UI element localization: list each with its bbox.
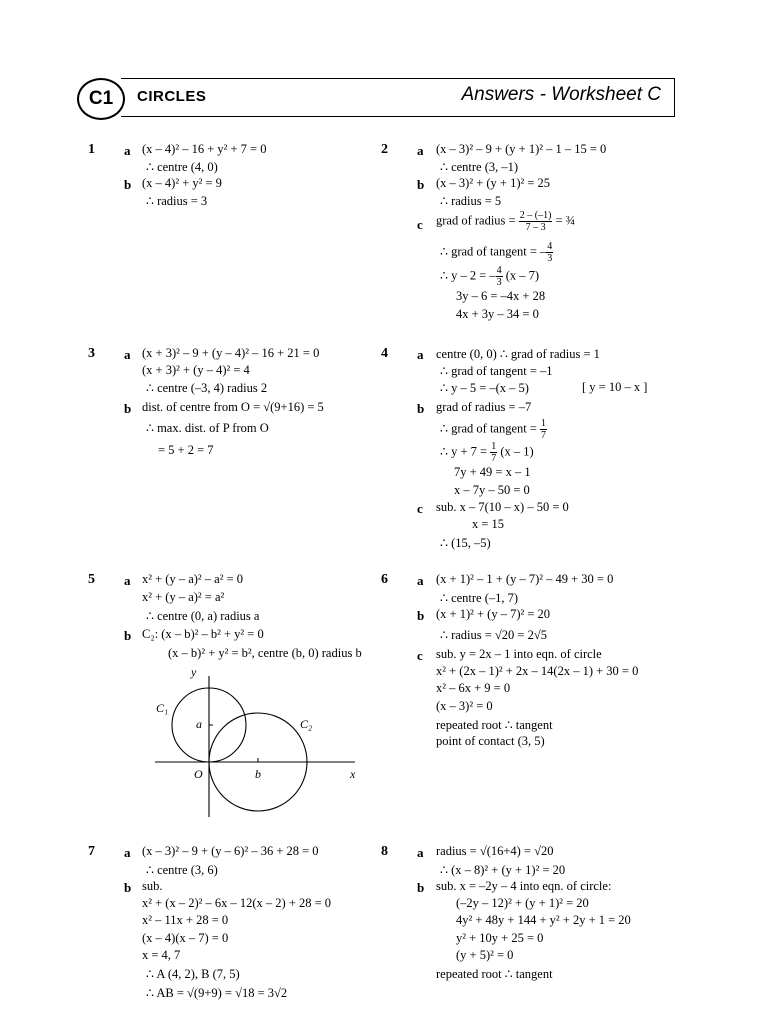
part-label: b <box>124 628 132 643</box>
answer-line: ∴ radius = 3 <box>146 194 208 208</box>
answer-line: (x – 3)² – 9 + (y + 1)² – 1 – 15 = 0 <box>436 142 607 156</box>
answer-line: x = 15 <box>472 517 505 531</box>
part-label: b <box>417 177 425 192</box>
answer-line: sub. x = –2y – 4 into eqn. of circle: <box>436 879 612 893</box>
answer-line: (x – 3)² – 9 + (y – 6)² – 36 + 28 = 0 <box>142 844 319 858</box>
question-number: 2 <box>381 142 388 157</box>
part-label: c <box>417 648 423 663</box>
label-a: a <box>196 717 202 731</box>
answer-line: (x + 3)² + (y – 4)² = 4 <box>142 363 250 377</box>
question-number: 4 <box>381 346 388 361</box>
part-label: c <box>417 501 423 516</box>
label-c1: C₁ <box>156 701 169 715</box>
part-label: b <box>124 401 132 416</box>
part-label: b <box>417 880 425 895</box>
answer-line: x = 4, 7 <box>142 948 181 962</box>
answer-line: grad of radius = $\frac{2 - (-1)}{7 - 3}$ = ¾ <box>436 210 576 233</box>
answer-line: point of contact (3, 5) <box>436 734 545 748</box>
answer-line: ∴ centre (4, 0) <box>146 160 218 174</box>
part-label: b <box>124 177 132 192</box>
answer-line: 4x + 3y – 34 = 0 <box>456 307 539 321</box>
answer-line: sub. <box>142 879 163 893</box>
part-label: a <box>417 347 424 362</box>
answer-line: grad of radius = –7 <box>436 400 532 414</box>
answer-line: 4y² + 48y + 144 + y² + 2y + 1 = 20 <box>456 913 631 927</box>
answer-line: ∴ y + 7 = $\frac{1}{7}$ (x – 1) <box>440 441 534 464</box>
answer-line: ∴ centre (3, 6) <box>146 863 218 877</box>
label-b: b <box>255 767 261 781</box>
answer-line: (–2y – 12)² + (y + 1)² = 20 <box>456 896 589 910</box>
answer-line: ∴ grad of tangent = –1 <box>440 364 553 378</box>
origin-label: O <box>194 767 203 781</box>
header-top-rule <box>121 78 675 79</box>
answer-line: ∴ radius = 5 <box>440 194 502 208</box>
answer-line: (x – b)² + y² = b², centre (b, 0) radius b <box>168 646 362 660</box>
answer-line: ∴ max. dist. of P from O <box>146 421 269 435</box>
answer-line: ∴ grad of tangent = $\frac{1}{7}$ <box>440 418 547 441</box>
part-label: b <box>417 401 425 416</box>
answer-line: 3y – 6 = –4x + 28 <box>456 289 546 303</box>
question-number: 3 <box>88 346 95 361</box>
answer-line: (y + 5)² = 0 <box>456 948 514 962</box>
x-axis-label: x <box>350 767 356 781</box>
part-label: b <box>124 880 132 895</box>
answer-line: (x + 1)² + (y – 7)² = 20 <box>436 607 551 621</box>
answer-line: [ y = 10 – x ] <box>582 380 648 394</box>
part-label: a <box>124 347 131 362</box>
question-number: 6 <box>381 572 388 587</box>
answer-line: x² + (y – a)² – a² = 0 <box>142 572 244 586</box>
answer-line: ∴ AB = √(9+9) = √18 = 3√2 <box>146 986 288 1000</box>
answer-line: centre (0, 0) ∴ grad of radius = 1 <box>436 347 600 361</box>
answer-line: ∴ radius = √20 = 2√5 <box>440 628 547 642</box>
answer-line: ∴ y – 2 = – $\frac{4}{3}$ (x – 7) <box>440 265 540 288</box>
part-label: a <box>417 845 424 860</box>
header-bottom-rule <box>121 116 675 117</box>
question-number: 1 <box>88 142 95 157</box>
part-label: a <box>417 143 424 158</box>
answer-line: ∴ A (4, 2), B (7, 5) <box>146 967 240 981</box>
answer-line: dist. of centre from O = √(9+16) = 5 <box>142 400 324 414</box>
answer-line: ∴ centre (–3, 4) radius 2 <box>146 381 268 395</box>
answer-line: sub. y = 2x – 1 into eqn. of circle <box>436 647 602 661</box>
answer-line: (x – 4)² + y² = 9 <box>142 176 222 190</box>
answer-line: x² + (x – 2)² – 6x – 12(x – 2) + 28 = 0 <box>142 896 332 910</box>
answer-line: radius = √(16+4) = √20 <box>436 844 554 858</box>
question-number: 7 <box>88 844 95 859</box>
answer-line: (x – 3)² = 0 <box>436 699 493 713</box>
answer-line: ∴ centre (–1, 7) <box>440 591 519 605</box>
answer-line: ∴ (x – 8)² + (y + 1)² = 20 <box>440 863 566 877</box>
answer-line: (x – 4)² – 16 + y² + 7 = 0 <box>142 142 267 156</box>
answer-line: (x + 3)² – 9 + (y – 4)² – 16 + 21 = 0 <box>142 346 320 360</box>
chapter-badge: C1 <box>77 78 125 120</box>
answer-line: ∴ centre (0, a) radius a <box>146 609 260 623</box>
answer-line: ∴ (15, –5) <box>440 536 491 550</box>
answer-line: (x + 1)² – 1 + (y – 7)² – 49 + 30 = 0 <box>436 572 614 586</box>
answer-line: x² + (y – a)² = a² <box>142 590 225 604</box>
worksheet-header <box>77 78 677 118</box>
question-number: 5 <box>88 572 95 587</box>
part-label: a <box>124 143 131 158</box>
answer-line: C₂: (x – b)² – b² + y² = 0 <box>142 627 264 641</box>
answer-line: x² – 6x + 9 = 0 <box>436 681 511 695</box>
part-label: a <box>124 845 131 860</box>
answer-line: 7y + 49 = x – 1 <box>454 465 531 479</box>
answer-line: sub. x – 7(10 – x) – 50 = 0 <box>436 500 569 514</box>
answer-line: x – 7y – 50 = 0 <box>454 483 530 497</box>
circles-diagram <box>150 662 370 822</box>
part-label: a <box>417 573 424 588</box>
worksheet-subtitle: Answers - Worksheet C <box>461 84 661 105</box>
answer-line: (x – 4)(x – 7) = 0 <box>142 931 229 945</box>
answer-line: repeated root ∴ tangent <box>436 967 553 981</box>
answer-line: x² – 11x + 28 = 0 <box>142 913 229 927</box>
answer-line: x² + (2x – 1)² + 2x – 14(2x – 1) + 30 = 0 <box>436 664 639 678</box>
part-label: b <box>417 608 425 623</box>
part-label: c <box>417 217 423 232</box>
answer-line: (x – 3)² + (y + 1)² = 25 <box>436 176 551 190</box>
question-number: 8 <box>381 844 388 859</box>
answer-line: y² + 10y + 25 = 0 <box>456 931 544 945</box>
answer-line: ∴ grad of tangent = – $\frac{4}{3}$ <box>440 241 553 264</box>
label-c2: C₂ <box>300 717 313 731</box>
answer-line: ∴ y – 5 = –(x – 5) <box>440 381 529 395</box>
y-axis-label: y <box>191 665 197 679</box>
chapter-title: CIRCLES <box>137 88 207 105</box>
answer-line: = 5 + 2 = 7 <box>158 443 214 457</box>
part-label: a <box>124 573 131 588</box>
answer-line: ∴ centre (3, –1) <box>440 160 519 174</box>
header-right-rule <box>674 78 675 117</box>
answer-line: repeated root ∴ tangent <box>436 718 553 732</box>
